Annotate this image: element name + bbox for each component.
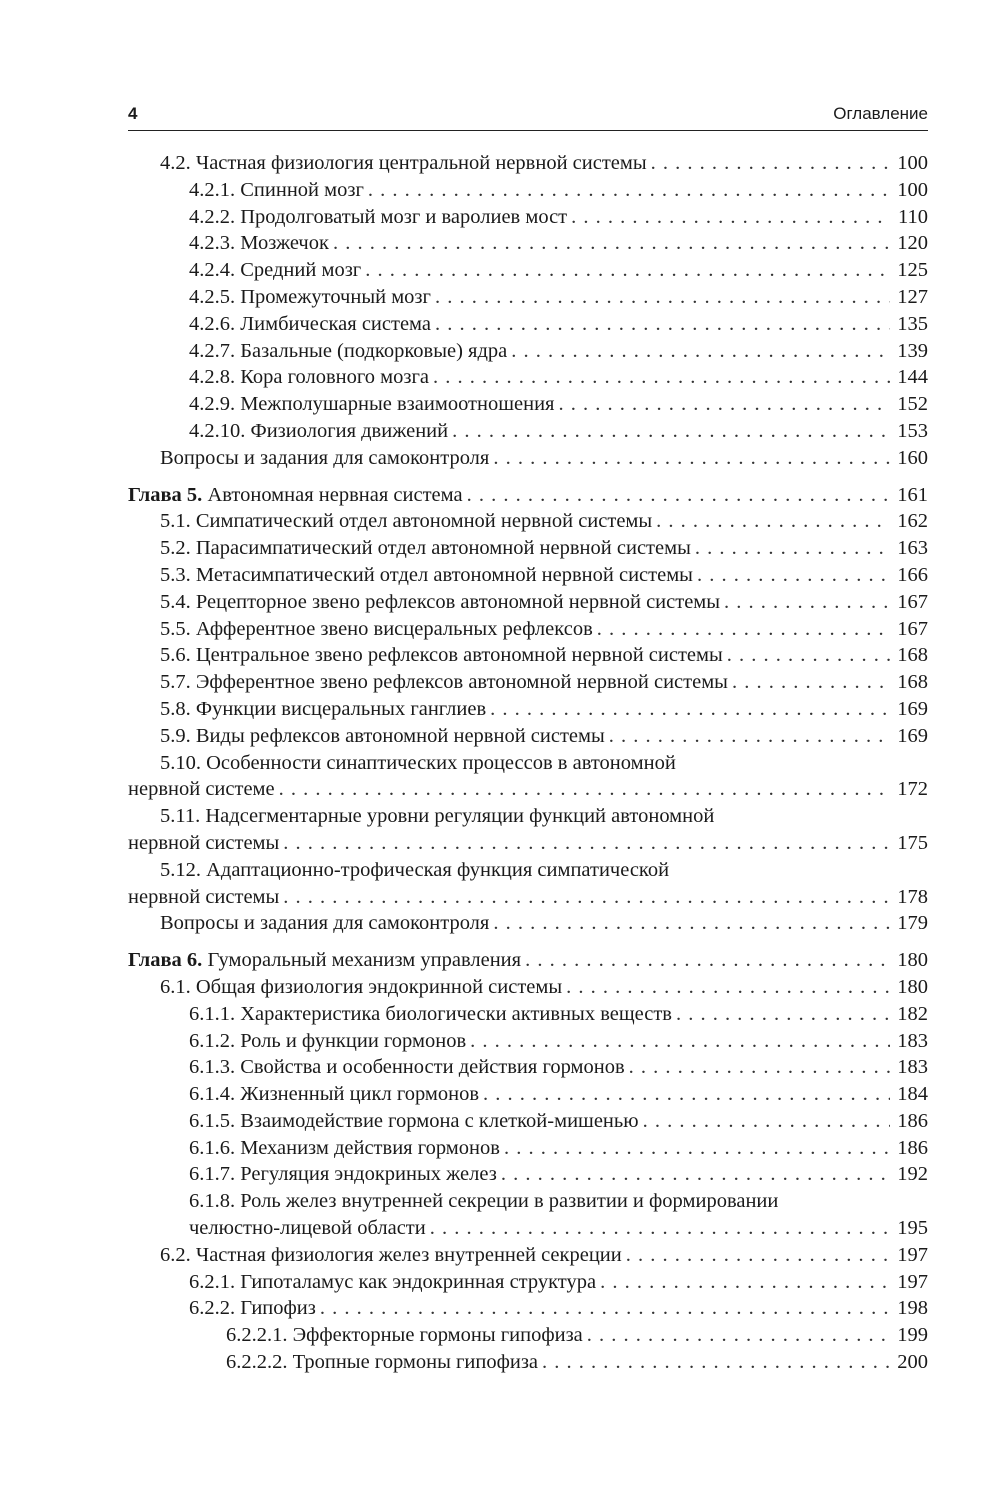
toc-entry[interactable] [128, 1161, 928, 1188]
toc-entry-title: 4.2.8. Кора головного мозга [189, 366, 429, 389]
toc-page-number: 179 [897, 912, 928, 935]
toc-page-number: 166 [897, 563, 928, 586]
toc-page-number: 167 [897, 590, 928, 613]
dot-leader [283, 830, 890, 857]
running-title: Оглавление [833, 104, 928, 123]
toc-page-number: 175 [897, 831, 928, 854]
toc-entry-title: 6.2.2.1. Эффекторные гормоны гипофиза [226, 1324, 583, 1347]
toc-page-number: 197 [897, 1243, 928, 1266]
toc-page-number: 135 [897, 312, 928, 335]
dot-leader [493, 445, 890, 472]
toc-entry-title: 6.1.6. Механизм действия гормонов [189, 1136, 500, 1159]
dot-leader [433, 364, 890, 391]
toc-entry[interactable] [128, 1349, 928, 1376]
toc-entry-title: нервной системы [128, 831, 280, 854]
dot-leader [467, 482, 890, 509]
toc-entry-title: 4.2.2. Продолговатый мозг и варолиев мост [189, 205, 568, 228]
toc-entry-title: 6.2.2. Гипофиз [189, 1297, 316, 1320]
toc-entry-title: Глава 5. Автономная нервная система [128, 483, 463, 506]
dot-leader [629, 1054, 890, 1081]
toc-entry-title: нервной системы [128, 885, 280, 908]
dot-leader [732, 669, 890, 696]
toc-entry-title: 4.2.4. Средний мозг [189, 259, 362, 282]
toc-entry-title: 4.2.1. Спинной мозг [189, 178, 364, 201]
toc-entry[interactable] [128, 803, 928, 830]
toc-entry[interactable] [128, 750, 928, 777]
running-header [128, 102, 928, 131]
toc-page-number: 182 [897, 1002, 928, 1025]
dot-leader [430, 1215, 890, 1242]
dot-leader [501, 1161, 890, 1188]
toc-entry[interactable] [128, 830, 928, 857]
toc-entry-title: 4.2.9. Межполушарные взаимоотношения [189, 393, 555, 416]
toc-entry[interactable] [128, 974, 928, 1001]
toc-page-number: 195 [897, 1217, 928, 1240]
toc-entry-title: 5.9. Виды рефлексов автономной нервной системы [160, 724, 605, 747]
toc-entry-title: 5.1. Симпатический отдел автономной нервной системы [160, 510, 653, 533]
toc-entry-title: 5.8. Функции висцеральных ганглиев [160, 697, 487, 720]
toc-entry[interactable] [128, 562, 928, 589]
toc-page-number: 186 [897, 1136, 928, 1159]
section-gap [128, 937, 928, 947]
toc-entry[interactable] [128, 669, 928, 696]
table-of-contents [128, 150, 928, 1376]
toc-entry-title: 4.2.3. Мозжечок [189, 232, 329, 255]
dot-leader [493, 910, 890, 937]
toc-entry-title: 6.1.7. Регуляция эндокриных желез [189, 1163, 497, 1186]
dot-leader [470, 1028, 890, 1055]
toc-page-number: 180 [897, 975, 928, 998]
toc-entry-title: Вопросы и задания для самоконтроля [160, 446, 490, 469]
toc-entry[interactable] [128, 696, 928, 723]
dot-leader [656, 508, 890, 535]
toc-entry-title: 5.10. Особенности синаптических процессов в автономной [160, 751, 676, 774]
toc-entry[interactable] [128, 1295, 928, 1322]
toc-page-number: 167 [897, 617, 928, 640]
toc-entry-title: 4.2.7. Базальные (подкорковые) ядра [189, 339, 508, 362]
dot-leader [368, 177, 890, 204]
toc-page-number: 100 [897, 152, 928, 174]
dot-leader [643, 1108, 890, 1135]
toc-entry[interactable] [128, 230, 928, 257]
dot-leader [525, 947, 890, 974]
toc-page-number: 162 [897, 510, 928, 533]
dot-leader [626, 1242, 890, 1269]
toc-entry[interactable] [128, 1001, 928, 1028]
dot-leader [695, 535, 890, 562]
dot-leader [724, 589, 890, 616]
toc-page-number: 178 [897, 885, 928, 908]
toc-entry-title: 6.1.3. Свойства и особенности действия гормонов [189, 1056, 625, 1079]
dot-leader [483, 1081, 890, 1108]
toc-entry-title: 6.1.2. Роль и функции гормонов [189, 1029, 467, 1052]
toc-entry-title: 5.3. Метасимпатический отдел автономной нервной системы [160, 563, 693, 586]
toc-page-number: 144 [897, 366, 928, 389]
toc-entry-title: 6.1. Общая физиология эндокринной системы [160, 975, 563, 998]
toc-entry-title: челюстно-лицевой области [189, 1217, 426, 1240]
toc-entry-title: 5.7. Эфферентное звено рефлексов автономной нервной системы [160, 671, 728, 694]
toc-entry-title: 6.1.4. Жизненный цикл гормонов [189, 1083, 480, 1106]
toc-entry-title: Вопросы и задания для самоконтроля [160, 912, 490, 935]
dot-leader [283, 884, 890, 911]
toc-entry[interactable] [128, 257, 928, 284]
toc-entry-title: 4.2.6. Лимбическая система [189, 312, 431, 335]
toc-page-number: 110 [898, 205, 928, 228]
toc-entry-title: 5.5. Афферентное звено висцеральных рефлексов [160, 617, 593, 640]
dot-leader [333, 230, 890, 257]
dot-leader [365, 257, 890, 284]
toc-entry[interactable] [128, 910, 928, 937]
toc-page-number: 172 [897, 778, 928, 801]
toc-page-number: 169 [897, 697, 928, 720]
chapter-number: Глава 6. [128, 949, 203, 972]
toc-page-number: 183 [897, 1056, 928, 1079]
toc-page-number: 153 [897, 419, 928, 442]
toc-entry-title: нервной системе [128, 778, 275, 801]
dot-leader [320, 1295, 890, 1322]
toc-entry[interactable] [128, 418, 928, 445]
toc-entry-title: 5.12. Адаптационно-трофическая функция симпатической [160, 858, 670, 881]
dot-leader [279, 776, 890, 803]
toc-entry-title: 5.4. Рецепторное звено рефлексов автономной нервной системы [160, 590, 721, 613]
toc-page-number: 152 [897, 393, 928, 416]
toc-entry[interactable] [128, 947, 928, 974]
dot-leader [452, 418, 890, 445]
toc-entry-title: 6.2. Частная физиология желез внутренней секреции [160, 1243, 622, 1266]
dot-leader [609, 723, 890, 750]
toc-page-number: 169 [897, 724, 928, 747]
toc-page-number: 192 [897, 1163, 928, 1186]
toc-entry[interactable] [128, 1242, 928, 1269]
toc-entry[interactable] [128, 445, 928, 472]
dot-leader [511, 338, 890, 365]
dot-leader [600, 1269, 890, 1296]
toc-entry[interactable] [128, 723, 928, 750]
dot-leader [559, 391, 891, 418]
toc-page-number: 168 [897, 644, 928, 667]
dot-leader [571, 204, 890, 231]
toc-page-number: 200 [897, 1351, 928, 1374]
dot-leader [651, 150, 890, 177]
toc-page-number: 160 [897, 446, 928, 469]
toc-entry[interactable] [128, 311, 928, 338]
toc-entry[interactable] [128, 1081, 928, 1108]
toc-entry-title: 4.2. Частная физиология центральной нервной системы [160, 152, 647, 174]
toc-page-number: 100 [897, 178, 928, 201]
dot-leader [727, 642, 890, 669]
dot-leader [697, 562, 890, 589]
toc-page-number: 198 [897, 1297, 928, 1320]
dot-leader [435, 284, 890, 311]
toc-entry[interactable] [128, 204, 928, 231]
toc-entry-title: 4.2.10. Физиология движений [189, 419, 449, 442]
toc-entry[interactable] [128, 589, 928, 616]
toc-entry[interactable] [128, 364, 928, 391]
dot-leader [504, 1135, 890, 1162]
toc-entry[interactable] [128, 508, 928, 535]
section-gap [128, 472, 928, 482]
toc-page-number: 161 [897, 483, 928, 506]
toc-entry[interactable] [128, 177, 928, 204]
toc-entry-title: 5.11. Надсегментарные уровни регуляции функций автономной [160, 805, 715, 828]
toc-entry[interactable] [128, 150, 928, 177]
toc-page-number: 184 [897, 1083, 928, 1106]
toc-entry[interactable] [128, 1215, 928, 1242]
toc-page-number: 125 [897, 259, 928, 282]
toc-entry-title: 6.1.5. Взаимодействие гормона с клеткой-мишенью [189, 1109, 639, 1132]
toc-page-number: 127 [897, 285, 928, 308]
dot-leader [676, 1001, 890, 1028]
toc-entry-title: 6.2.1. Гипоталамус как эндокринная структура [189, 1270, 597, 1293]
dot-leader [542, 1349, 890, 1376]
toc-entry[interactable] [128, 1188, 928, 1215]
toc-entry[interactable] [128, 1269, 928, 1296]
toc-entry-title: Глава 6. Гуморальный механизм управления [128, 949, 522, 972]
page-number: 4 [128, 104, 138, 123]
toc-page-number: 186 [897, 1109, 928, 1132]
toc-entry[interactable] [128, 1028, 928, 1055]
dot-leader [566, 974, 890, 1001]
toc-page-number: 139 [897, 339, 928, 362]
toc-entry[interactable] [128, 857, 928, 884]
toc-entry-title: 5.2. Парасимпатический отдел автономной нервной системы [160, 537, 691, 560]
toc-entry[interactable] [128, 391, 928, 418]
toc-entry[interactable] [128, 1135, 928, 1162]
toc-page-number: 183 [897, 1029, 928, 1052]
toc-page-number: 163 [897, 537, 928, 560]
toc-entry[interactable] [128, 284, 928, 311]
toc-entry[interactable] [128, 338, 928, 365]
toc-page-number: 120 [897, 232, 928, 255]
dot-leader [435, 311, 890, 338]
chapter-number: Глава 5. [128, 483, 203, 506]
toc-entry[interactable] [128, 616, 928, 643]
toc-entry[interactable] [128, 482, 928, 509]
dot-leader [490, 696, 890, 723]
dot-leader [587, 1322, 890, 1349]
toc-entry-title: 6.1.1. Характеристика биологически активных веществ [189, 1002, 672, 1025]
toc-entry-title: 5.6. Центральное звено рефлексов автономной нервной системы [160, 644, 723, 667]
toc-entry[interactable] [128, 642, 928, 669]
toc-entry-title: 6.1.8. Роль желез внутренней секреции в развитии и формировании [189, 1190, 779, 1213]
toc-entry[interactable] [128, 884, 928, 911]
toc-entry[interactable] [128, 1054, 928, 1081]
dot-leader [597, 616, 890, 643]
toc-entry-title: 4.2.5. Промежуточный мозг [189, 285, 431, 308]
toc-page-number: 180 [897, 949, 928, 972]
toc-entry[interactable] [128, 776, 928, 803]
toc-page-number: 199 [897, 1324, 928, 1347]
toc-entry[interactable] [128, 535, 928, 562]
toc-page-number: 168 [897, 671, 928, 694]
toc-entry[interactable] [128, 1322, 928, 1349]
toc-entry-title: 6.2.2.2. Тропные гормоны гипофиза [226, 1351, 539, 1374]
toc-page-number: 197 [897, 1270, 928, 1293]
toc-entry[interactable] [128, 1108, 928, 1135]
